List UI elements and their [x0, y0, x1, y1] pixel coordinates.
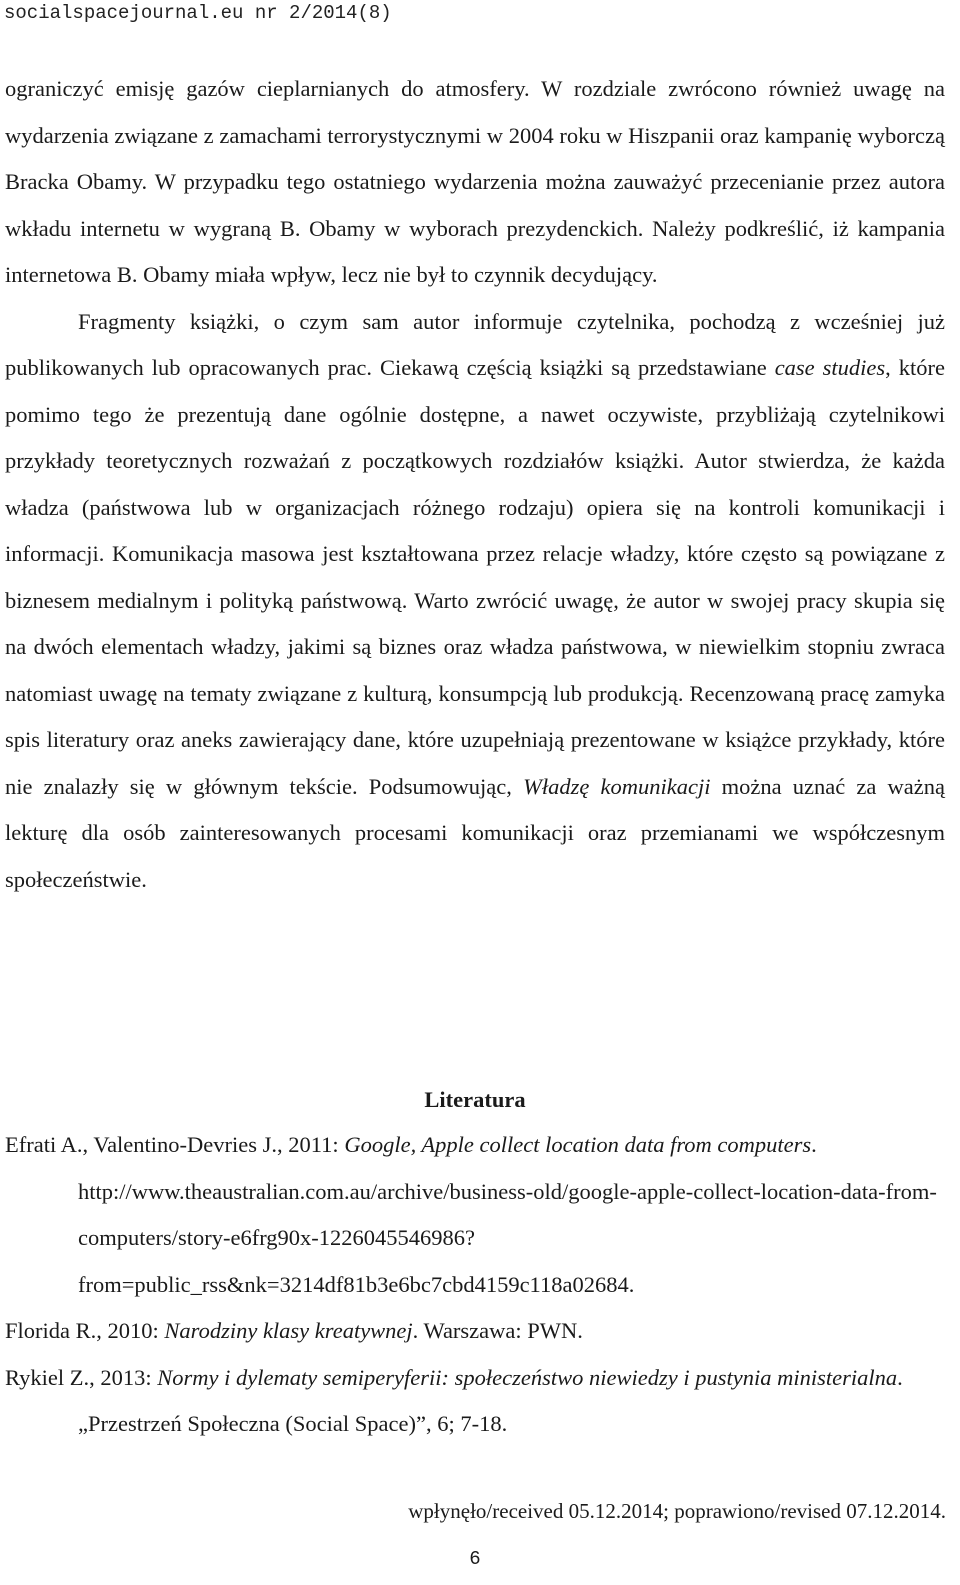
reference-details: . „Przestrzeń Społeczna (Social Space)”, 6; 7-18. [78, 1364, 903, 1436]
reference-item [5, 1122, 945, 1308]
reference-title: Narodziny klasy kreatywnej [164, 1318, 413, 1343]
reference-author: Florida R., 2010: [5, 1318, 165, 1343]
literature-heading: Literatura [424, 1087, 526, 1112]
reference-item [5, 1355, 945, 1448]
page-number: 6 [469, 1548, 481, 1570]
reference-item [5, 1308, 945, 1355]
paragraph-2-part-b: , które pomimo tego że prezentują dane ogólnie dostępne, a nawet oczywiste, przybliżają czytelnikowi przykłady teoretycznych rozważań z początkowych rozdziałów książki. Autor stwierdza, że każda władza (państwowa lub w organizacjach różnego rodzaju) opiera się na kontroli komunikacji i informacji. Komunikacja masowa jest kształtowana przez relacje władzy, które często są powiązane z biznesem medialnym i polityką państwową. Warto zwrócić uwagę, że autor w swojej pracy skupia się na dwóch elementach władzy, jakimi są biznes oraz władza państwowa, w niewielkim stopniu zwraca natomiast uwagę na tematy związane z kulturą, konsumpcją lub produkcją. Recenzowaną pracę zamyka spis literatury oraz aneks zawierający dane, które uzupełniają prezentowane w książce przykłady, które nie znalazły się w głównym tekście. Podsumowując, [5, 355, 945, 799]
case-studies-term: case studies [774, 355, 886, 380]
reference-author: Rykiel Z., 2013: [5, 1364, 158, 1390]
reference-list [5, 1122, 945, 1448]
received-revised-dates: wpłynęło/received 05.12.2014; poprawiono/revised 07.12.2014. [408, 1499, 946, 1523]
book-title-mention: Władzę komunikacji [523, 773, 711, 799]
journal-header: socialspacejournal.eu nr 2/2014(8) [4, 2, 392, 24]
paragraph-2-part-c: można uznać za ważną lekturę dla osób zainteresowanych procesami komunikacji oraz przemianami we współczesnym społeczeństwie. [5, 773, 945, 892]
paragraph-1: ograniczyć emisję gazów cieplarnianych do atmosfery. W rozdziale zwrócono również uwagę na wydarzenia związane z zamachami terrorystycznymi w 2004 roku w Hiszpanii oraz kampanię wyborczą Bracka Obamy. W przypadku tego ostatniego wydarzenia można zauważyć przecenianie przez autora wkładu internetu w wygraną B. Obamy w wyborach prezydenckich. Należy podkreślić, iż kampania internetowa B. Obamy miała wpływ, lecz nie był to czynnik decydujący. [5, 76, 945, 287]
reference-details: . http://www.theaustralian.com.au/archive/business-old/google-apple-collect-location-data-from-computers/story-e6frg90x-1226045546986?from=public_rss&nk=3214df81b3e6bc7cbd4159c118a02684. [78, 1132, 937, 1297]
paragraph-2 [5, 299, 945, 904]
paragraph-2-part-a: Fragmenty książki, o czym sam autor informuje czytelnika, pochodzą z wcześniej już publikowanych lub opracowanych prac. Ciekawą częścią książki są przedstawiane [5, 308, 945, 380]
reference-title: Normy i dylematy semiperyferii: społeczeństwo niewiedzy i pustynia ministerialna [157, 1364, 898, 1390]
reference-author: Efrati A., Valentino-Devries J., 2011: [5, 1132, 345, 1157]
reference-details: . Warszawa: PWN. [412, 1318, 583, 1343]
reference-title: Google, Apple collect location data from computers [344, 1132, 812, 1157]
review-body [5, 66, 945, 903]
